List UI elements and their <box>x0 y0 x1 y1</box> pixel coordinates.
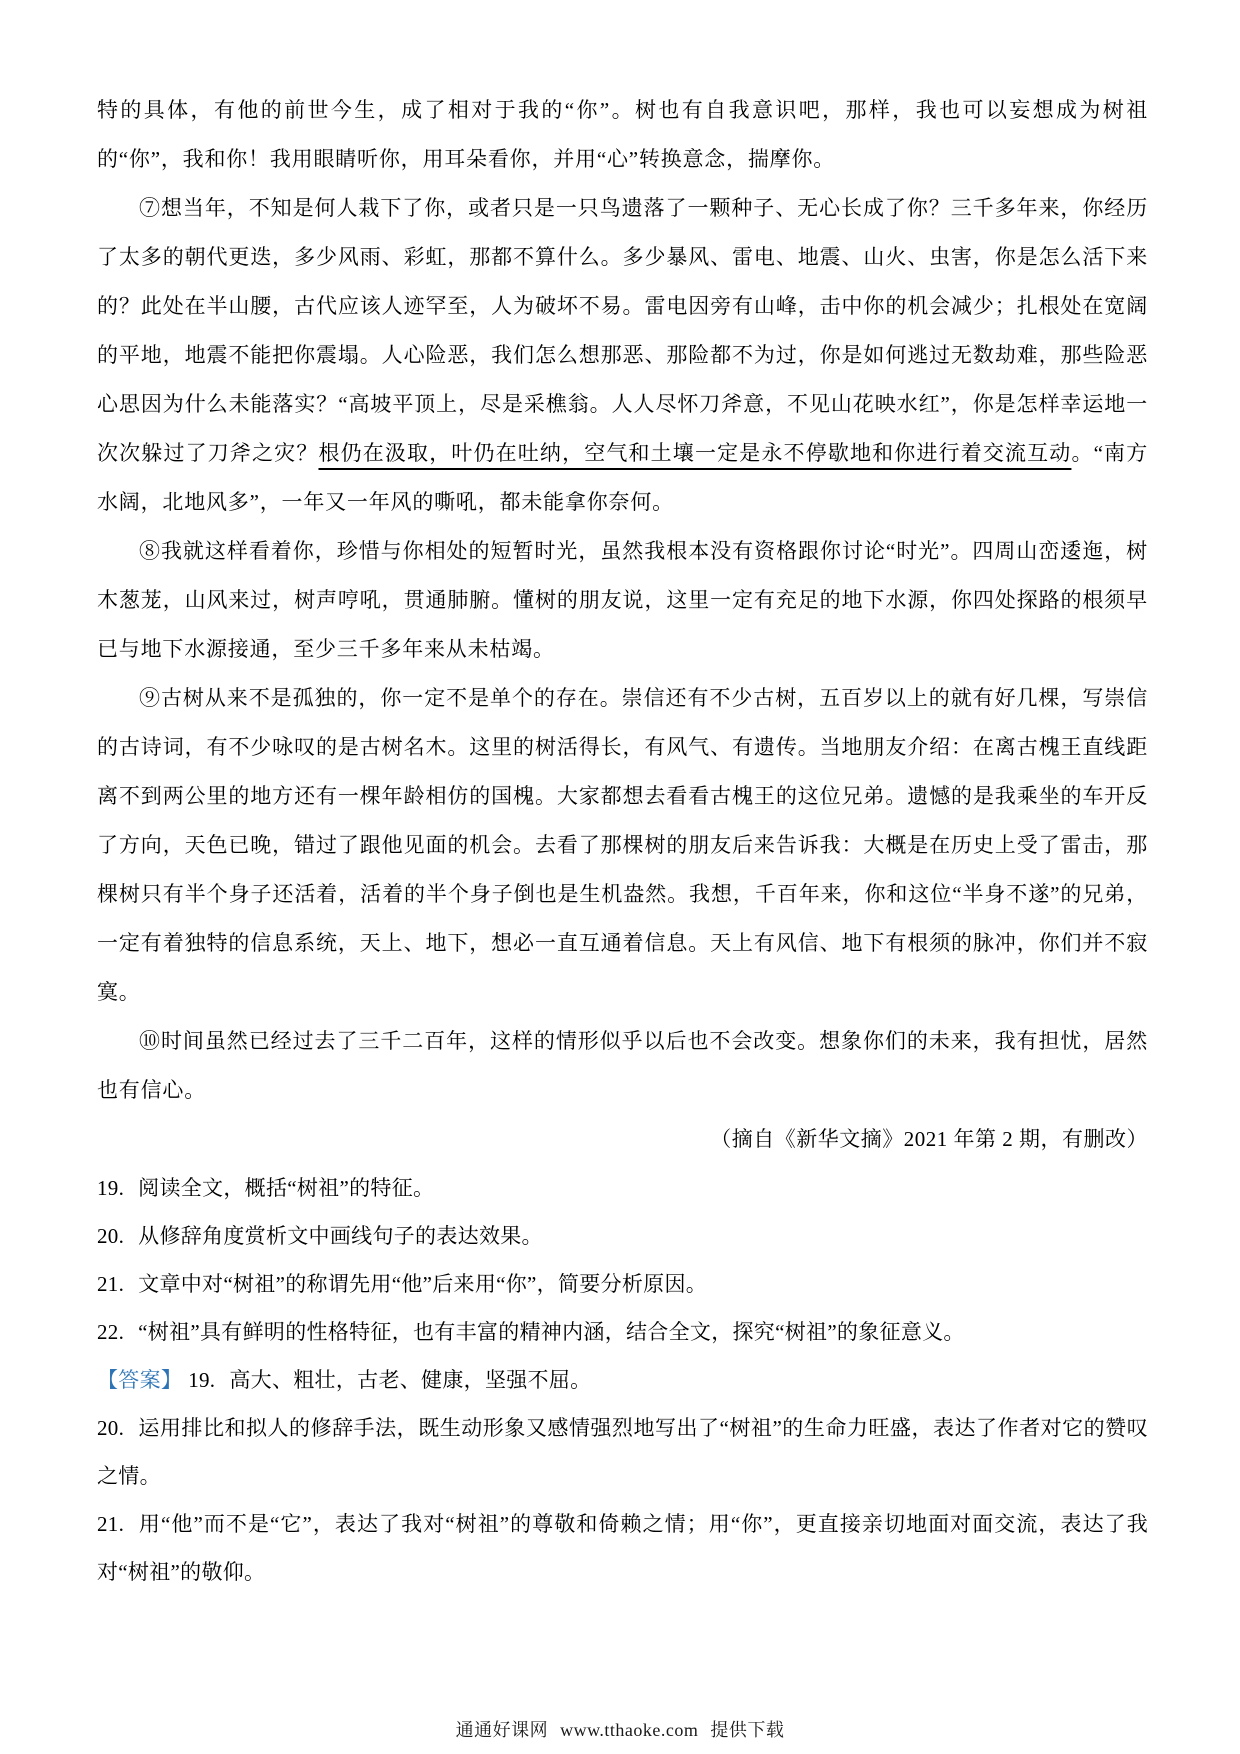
answer-21-number: 21. <box>97 1512 125 1536</box>
answer-20 <box>97 1404 1148 1500</box>
answer-19-number: 19. <box>188 1368 216 1392</box>
paragraph-7-before-underline: ⑦想当年，不知是何人栽下了你，或者只是一只鸟遗落了一颗种子、无心长成了你？三千多年来，你经历了太多的朝代更迭，多少风雨、彩虹，那都不算什么。多少暴风、雷电、地震、山火、虫害，你是怎么活下来的？此处在半山腰，古代应该人迹罕至，人为破坏不易。雷电因旁有山峰，击中你的机会减少；扎根处在宽阔的平地，地震不能把你震塌。人心险恶，我们怎么想那恶、那险都不为过，你是如何逃过无数劫难，那些险恶心思因为什么未能落实？“高坡平顶上，尽是采樵翁。人人尽怀刀斧意，不见山花映水红”，你是怎样幸运地一次次躲过了刀斧之灾？ <box>97 196 1148 465</box>
question-20-number: 20. <box>97 1224 125 1248</box>
paragraph-8: ⑧我就这样看着你，珍惜与你相处的短暂时光，虽然我根本没有资格跟你讨论“时光”。四周山峦逶迤，树木葱茏，山风来过，树声哼吼，贯通肺腑。懂树的朋友说，这里一定有充足的地下水源，你四处探路的根须早已与地下水源接通，至少三千多年来从未枯竭。 <box>97 539 1148 661</box>
answer-20-number: 20. <box>97 1416 125 1440</box>
paragraph-6-continuation: 特的具体，有他的前世今生，成了相对于我的“你”。树也有自我意识吧，那样，我也可以妄想成为树祖的“你”，我和你！我用眼睛听你，用耳朵看你，并用“心”转换意念，揣摩你。 <box>97 98 1148 171</box>
answers-section <box>97 1356 1148 1596</box>
answer-20-text: 运用排比和拟人的修辞手法，既生动形象又感情强烈地写出了“树祖”的生命力旺盛，表达了作者对它的赞叹之情。 <box>97 1416 1148 1488</box>
question-22-number: 22. <box>97 1320 125 1344</box>
page-footer <box>0 1716 1240 1742</box>
question-20 <box>97 1212 1148 1260</box>
source-attribution: （摘自《新华文摘》2021 年第 2 期，有删改） <box>710 1127 1148 1151</box>
question-19-text: 阅读全文，概括“树祖”的特征。 <box>138 1176 435 1200</box>
footer-site-name: 通通好课网 <box>455 1720 549 1740</box>
question-21 <box>97 1260 1148 1308</box>
question-19 <box>97 1164 1148 1212</box>
paragraph-10: ⑩时间虽然已经过去了三千二百年，这样的情形似乎以后也不会改变。想象你们的未来，我有担忧，居然也有信心。 <box>97 1029 1148 1102</box>
answer-19-text: 高大、粗壮，古老、健康，坚强不屈。 <box>229 1368 592 1392</box>
answer-19 <box>97 1356 1148 1404</box>
footer-site-url: www.tthaoke.com <box>560 1720 699 1740</box>
paragraph-9: ⑨古树从来不是孤独的，你一定不是单个的存在。崇信还有不少古树，五百岁以上的就有好几棵，写崇信的古诗词，有不少咏叹的是古树名木。这里的树活得长，有风气、有遗传。当地朋友介绍：在离古槐王直线距离不到两公里的地方还有一棵年龄相仿的国槐。大家都想去看看古槐王的这位兄弟。遗憾的是我乘坐的车开反了方向，天色已晚，错过了跟他见面的机会。去看了那棵树的朋友后来告诉我：大概是在历史上受了雷击，那棵树只有半个身子还活着，活着的半个身子倒也是生机盎然。我想，千百年来，你和这位“半身不遂”的兄弟，一定有着独特的信息系统，天上、地下，想必一直互通着信息。天上有风信、地下有根须的脉冲，你们并不寂寞。 <box>97 686 1148 1004</box>
question-21-number: 21. <box>97 1272 125 1296</box>
question-20-text: 从修辞角度赏析文中画线句子的表达效果。 <box>138 1224 543 1248</box>
paragraph-7 <box>97 184 1148 527</box>
underlined-sentence: 根仍在汲取，叶仍在吐纳，空气和土壤一定是永不停歇地和你进行着交流互动 <box>318 441 1072 465</box>
question-22 <box>97 1308 1148 1356</box>
questions-section <box>97 1164 1148 1356</box>
paragraph-7-after-underline: 。“南方水阔，北地风多”，一年又一年风的嘶吼，都未能拿你奈何。 <box>97 441 1148 514</box>
answer-label: 【答案】 <box>97 1368 183 1392</box>
question-22-text: “树祖”具有鲜明的性格特征，也有丰富的精神内涵，结合全文，探究“树祖”的象征意义。 <box>138 1320 965 1344</box>
question-19-number: 19. <box>97 1176 125 1200</box>
passage-body <box>97 86 1148 1115</box>
answer-21 <box>97 1500 1148 1596</box>
question-21-text: 文章中对“树祖”的称谓先用“他”后来用“你”，简要分析原因。 <box>138 1272 708 1296</box>
footer-download-text: 提供下载 <box>710 1720 785 1740</box>
answer-21-text: 用“他”而不是“它”，表达了我对“树祖”的尊敬和倚赖之情；用“你”，更直接亲切地面对面交流，表达了我对“树祖”的敬仰。 <box>97 1512 1148 1584</box>
